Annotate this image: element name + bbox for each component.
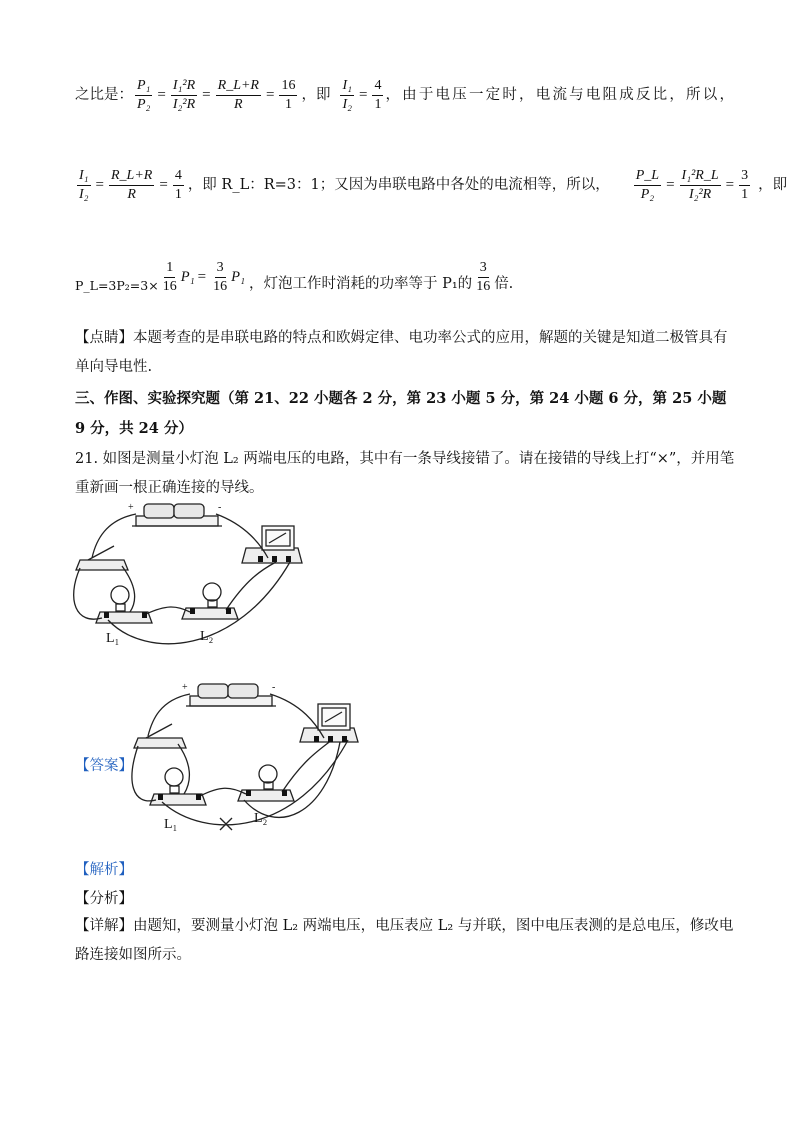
fraction: $\frac{1}{16}$ bbox=[162, 259, 177, 294]
circuit-figure-question bbox=[66, 500, 316, 665]
label-l1: L₁ bbox=[106, 631, 120, 646]
section-heading: 三、作图、实验探究题（第 21、22 小题各 2 分，第 23 小题 5 分，第 24 小题 6 分，第 25 小题 9 分，共 24 分） bbox=[75, 390, 727, 437]
fraction: $\frac{\text{I₁²R\_L}}{\text{I₂²R}}$ bbox=[681, 167, 719, 202]
formula-line-3: P_L=3P₂=3× $\frac{1}{16}$ P₁ = $\frac{3}{16}$ P₁ ，灯泡工作时消耗的功率等于 P₁的 $\frac{3}{16}$ 倍. bbox=[75, 252, 513, 302]
p1-symbol: P₁ bbox=[180, 269, 195, 285]
fraction: $\frac{\text{P₁}}{\text{P₂}}$ bbox=[137, 77, 151, 112]
label-l2: L₂ bbox=[200, 629, 214, 644]
label-plus: + bbox=[182, 682, 188, 693]
fraction: $\frac{\text{I₁²R}}{\text{I₂²R}}$ bbox=[172, 77, 196, 112]
line2-middle: ，即 R_L：R=3：1；又因为串联电路中各处的电流相等，所以， bbox=[187, 177, 610, 193]
label-minus: - bbox=[272, 682, 276, 693]
formula-line-2: $\frac{\text{I₁}}{\text{I₂}}$ = $\frac{R\_L+R}{R}$ = $\frac{4}{1}$ ，即 R_L：R=3：1；又因为串联电路中各处的电流相等，所以， $\frac{P\_L}{\text{P₂}}$ = $\frac{\text{I₁²R\_L}}{\text{I₂²R}}$ = $\frac{3}{1}$ ，即 bbox=[79, 167, 788, 202]
question-21: 21. 如图是测量小灯泡 L₂ 两端电压的电路，其中有一条导线接错了。请在接错的导线上打“×”，并用笔重新画一根正确连接的导线。 bbox=[75, 451, 735, 496]
fraction: $\frac{16}{1}$ bbox=[281, 77, 296, 112]
fraction: $\frac{4}{1}$ bbox=[374, 77, 382, 112]
fraction: $\frac{4}{1}$ bbox=[174, 167, 182, 202]
fraction: $\frac{3}{1}$ bbox=[741, 167, 749, 202]
p1-symbol: P₁ bbox=[231, 269, 245, 285]
circuit-figure-answer bbox=[126, 676, 376, 848]
fraction: $\frac{\text{I₁}}{\text{I₂}}$ bbox=[79, 167, 89, 202]
answer-label: 【答案】 bbox=[75, 758, 133, 774]
fraction: $\frac{R\_L+R}{R}$ bbox=[217, 77, 259, 112]
label-l2: L₂ bbox=[254, 811, 268, 826]
fraction: $\frac{P\_L}{\text{P₂}}$ bbox=[635, 167, 660, 202]
fenxi-label: 【分析】 bbox=[75, 891, 133, 907]
fraction: $\frac{3}{16}$ bbox=[476, 259, 491, 294]
dianjing-paragraph: 【点睛】本题考查的是串联电路的特点和欧姆定律、电功率公式的应用，解题的关键是知道二极管具有单向导电性. bbox=[75, 330, 728, 375]
fraction: $\frac{\text{I₁}}{\text{I₂}}$ bbox=[342, 77, 352, 112]
label-plus: + bbox=[128, 502, 134, 513]
line1-mid: ，即 bbox=[301, 87, 331, 103]
line2-suffix: ，即 bbox=[758, 177, 788, 193]
line3-mid: ，灯泡工作时消耗的功率等于 P₁的 bbox=[249, 276, 473, 292]
label-l1: L₁ bbox=[164, 817, 178, 832]
line1-prefix: 之比是： bbox=[75, 87, 133, 103]
jiexi-label: 【解析】 bbox=[75, 862, 133, 878]
line3-prefix: P_L=3P₂=3× bbox=[75, 278, 159, 293]
formula-line-1: 之比是： $\frac{\text{P₁}}{\text{P₂}}$ = $\frac{\text{I₁²R}}{\text{I₂²R}}$ = $\frac{R\_L+R}{R}$ = $\frac{16}{1}$ ，即 $\frac{\text{I₁}}{\text{I₂}}$ = $\frac{4}{1}$ ，由于电压一定时，电流与电阻成反比，所以， bbox=[75, 77, 737, 112]
line3-suffix: 倍. bbox=[494, 276, 514, 292]
xiangjie-paragraph: 【详解】由题知，要测量小灯泡 L₂ 两端电压，电压表应 L₂ 与并联，图中电压表测的是总电压，修改电路连接如图所示。 bbox=[75, 918, 734, 963]
fraction: $\frac{3}{16}$ bbox=[213, 259, 228, 294]
fraction: $\frac{R\_L+R}{R}$ bbox=[111, 167, 153, 202]
label-minus: - bbox=[218, 502, 222, 513]
line1-suffix: ，由于电压一定时，电流与电阻成反比，所以， bbox=[385, 87, 737, 103]
